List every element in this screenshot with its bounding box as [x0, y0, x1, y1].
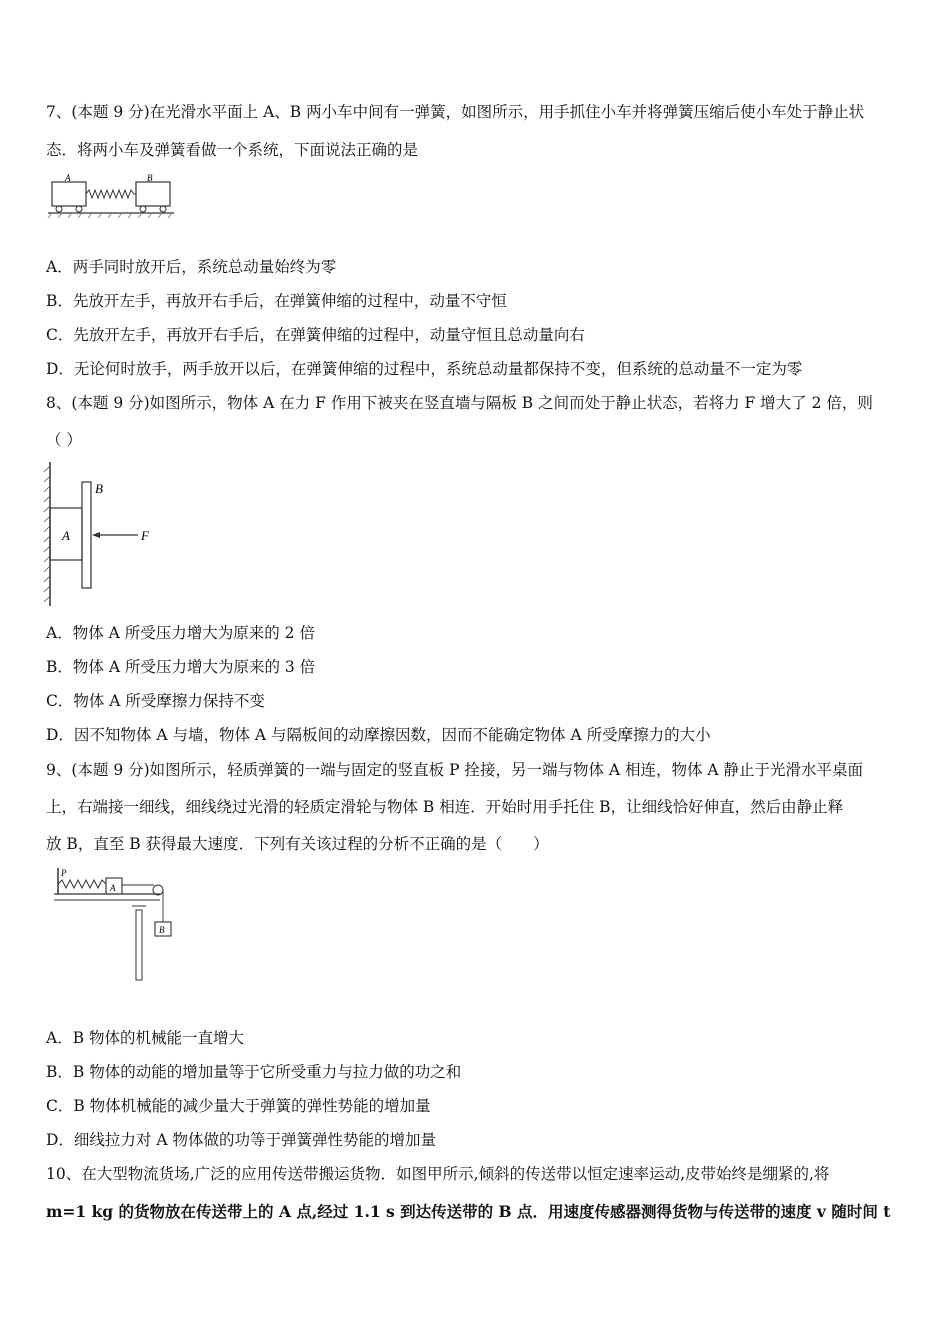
q9-stem-line2: 上，右端接一细线，细线绕过光滑的轻质定滑轮与物体 B 相连．开始时用手托住 B，让细线恰好伸直，然后由静止释 — [46, 798, 844, 816]
q7-option-b: B．先放开左手，再放开右手后，在弹簧伸缩的过程中，动量不守恒 — [46, 292, 507, 310]
q8-option-b: B．物体 A 所受压力增大为原来的 3 倍 — [46, 658, 316, 676]
q8-stem-line1: 8、(本题 9 分)如图所示，物体 A 在力 F 作用下被夹在竖直墙与隔板 B 之间而处于静止状态，若将力 F 增大了 2 倍，则 — [46, 394, 873, 412]
q9-option-b: B．B 物体的动能的增加量等于它所受重力与拉力做的功之和 — [46, 1063, 462, 1081]
q7-figure-label-b: B — [147, 173, 153, 183]
q9-figure-label-b: B — [159, 925, 165, 935]
q7-option-c: C．先放开左手，再放开右手后，在弹簧伸缩的过程中，动量守恒且总动量向右 — [46, 326, 585, 344]
q8-stem-line2: （ ） — [46, 431, 82, 449]
q8-figure-wall-block — [40, 460, 170, 610]
q10-stem-line1: 10、在大型物流货场,广泛的应用传送带搬运货物．如图甲所示,倾斜的传送带以恒定速率运动,皮带始终是绷紧的,将 — [46, 1165, 830, 1183]
q7-stem-line1: 7、(本题 9 分)在光滑水平面上 A、B 两小车中间有一弹簧，如图所示，用手抓住小车并将弹簧压缩后使小车处于静止状 — [46, 103, 865, 121]
q7-figure-label-a: A — [65, 173, 71, 183]
q7-option-d: D．无论何时放手，两手放开以后，在弹簧伸缩的过程中，系统总动量都保持不变，但系统的总动量不一定为零 — [46, 360, 803, 378]
q8-option-a: A．物体 A 所受压力增大为原来的 2 倍 — [46, 624, 315, 642]
q7-stem-line2: 态．将两小车及弹簧看做一个系统，下面说法正确的是 — [46, 141, 419, 159]
q7-option-a: A．两手同时放开后，系统总动量始终为零 — [46, 258, 337, 276]
q8-figure-label-a: A — [62, 528, 70, 543]
q9-stem-line1: 9、(本题 9 分)如图所示，轻质弹簧的一端与固定的竖直板 P 拴接，另一端与物体 A 相连，物体 A 静止于光滑水平桌面 — [46, 761, 864, 779]
q9-figure-label-p: P — [61, 868, 67, 878]
q10-stem-line2: m=1 kg 的货物放在传送带上的 A 点,经过 1.1 s 到达传送带的 B 点．用速度传感器测得货物与传送带的速度 v 随时间 t — [46, 1202, 891, 1221]
q9-option-a: A．B 物体的机械能一直增大 — [46, 1029, 245, 1047]
q9-stem-line3: 放 B，直至 B 获得最大速度．下列有关该过程的分析不正确的是（ ） — [46, 835, 549, 853]
q8-figure-label-b: B — [95, 481, 103, 496]
q9-figure-label-a: A — [110, 883, 116, 893]
q9-figure-spring-pulley — [50, 866, 180, 986]
q9-option-d: D．细线拉力对 A 物体做的功等于弹簧弹性势能的增加量 — [46, 1131, 436, 1149]
q8-option-d: D．因不知物体 A 与墙，物体 A 与隔板间的动摩擦因数，因而不能确定物体 A 所受摩擦力的大小 — [46, 726, 711, 744]
q7-figure-carts-spring — [46, 172, 176, 220]
q8-option-c: C．物体 A 所受摩擦力保持不变 — [46, 692, 265, 710]
q8-figure-label-f: F — [141, 528, 149, 543]
q9-option-c: C．B 物体机械能的减少量大于弹簧的弹性势能的增加量 — [46, 1097, 431, 1115]
